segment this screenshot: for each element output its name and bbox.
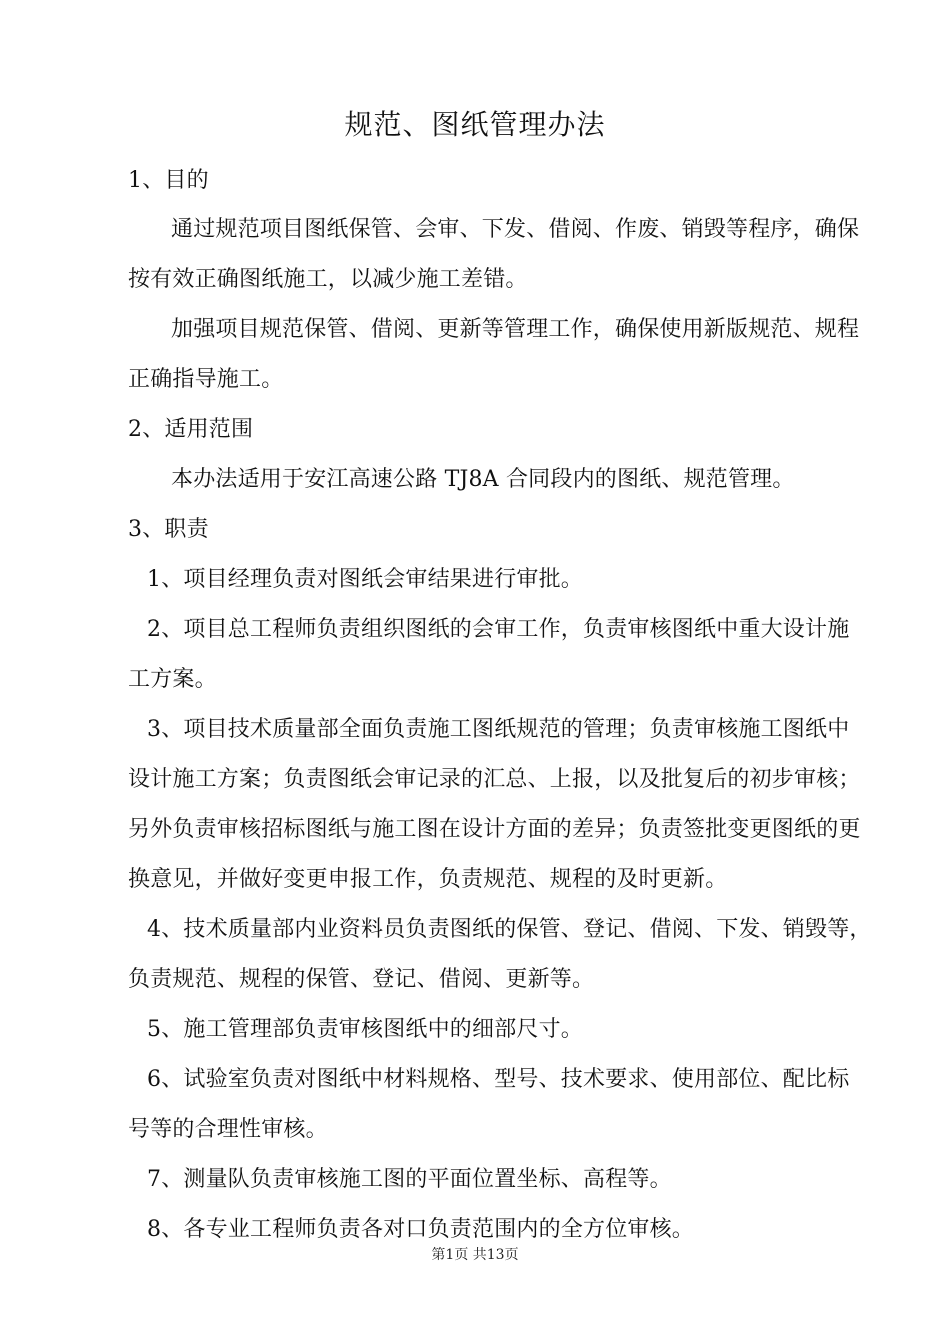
list-item-line: 负责规范、规程的保管、登记、借阅、更新等。 (128, 967, 595, 992)
list-item-line: 5、施工管理部负责审核图纸中的细部尺寸。 (147, 1017, 583, 1042)
list-item-line: 6、试验室负责对图纸中材料规格、型号、技术要求、使用部位、配比标 (147, 1067, 850, 1092)
list-item-line: 号等的合理性审核。 (128, 1117, 328, 1142)
section-heading-responsibilities: 3、职责 (128, 517, 209, 542)
list-item-line: 换意见，并做好变更申报工作，负责规范、规程的及时更新。 (128, 867, 728, 892)
list-item-line: 2、项目总工程师负责组织图纸的会审工作，负责审核图纸中重大设计施 (147, 617, 850, 642)
list-item-line: 7、测量队负责审核施工图的平面位置坐标、高程等。 (147, 1167, 672, 1192)
list-item-line: 设计施工方案；负责图纸会审记录的汇总、上报，以及批复后的初步审核； (128, 767, 861, 792)
list-item-line: 另外负责审核招标图纸与施工图在设计方面的差异；负责签批变更图纸的更 (128, 817, 861, 842)
list-item-line: 1、项目经理负责对图纸会审结果进行审批。 (147, 567, 583, 592)
section-heading-scope: 2、适用范围 (128, 417, 254, 442)
list-item-line: 工方案。 (128, 667, 217, 692)
list-item-line: 4、技术质量部内业资料员负责图纸的保管、登记、借阅、下发、销毁等， (147, 917, 872, 942)
paragraph-line: 正确指导施工。 (128, 367, 284, 392)
list-item-line: 3、项目技术质量部全面负责施工图纸规范的管理；负责审核施工图纸中 (147, 717, 850, 742)
page-title: 规范、图纸管理办法 (344, 108, 606, 141)
page-number: 第1页 共13页 (431, 1247, 519, 1263)
section-heading-purpose: 1、目的 (128, 168, 209, 193)
paragraph-line: 本办法适用于安江高速公路 TJ8A 合同段内的图纸、规范管理。 (171, 467, 795, 492)
list-item-line: 8、各专业工程师负责各对口负责范围内的全方位审核。 (147, 1217, 694, 1242)
paragraph-line: 通过规范项目图纸保管、会审、下发、借阅、作废、销毁等程序，确保 (171, 217, 860, 242)
paragraph-line: 按有效正确图纸施工，以减少施工差错。 (128, 267, 528, 292)
paragraph-line: 加强项目规范保管、借阅、更新等管理工作，确保使用新版规范、规程 (171, 317, 860, 342)
